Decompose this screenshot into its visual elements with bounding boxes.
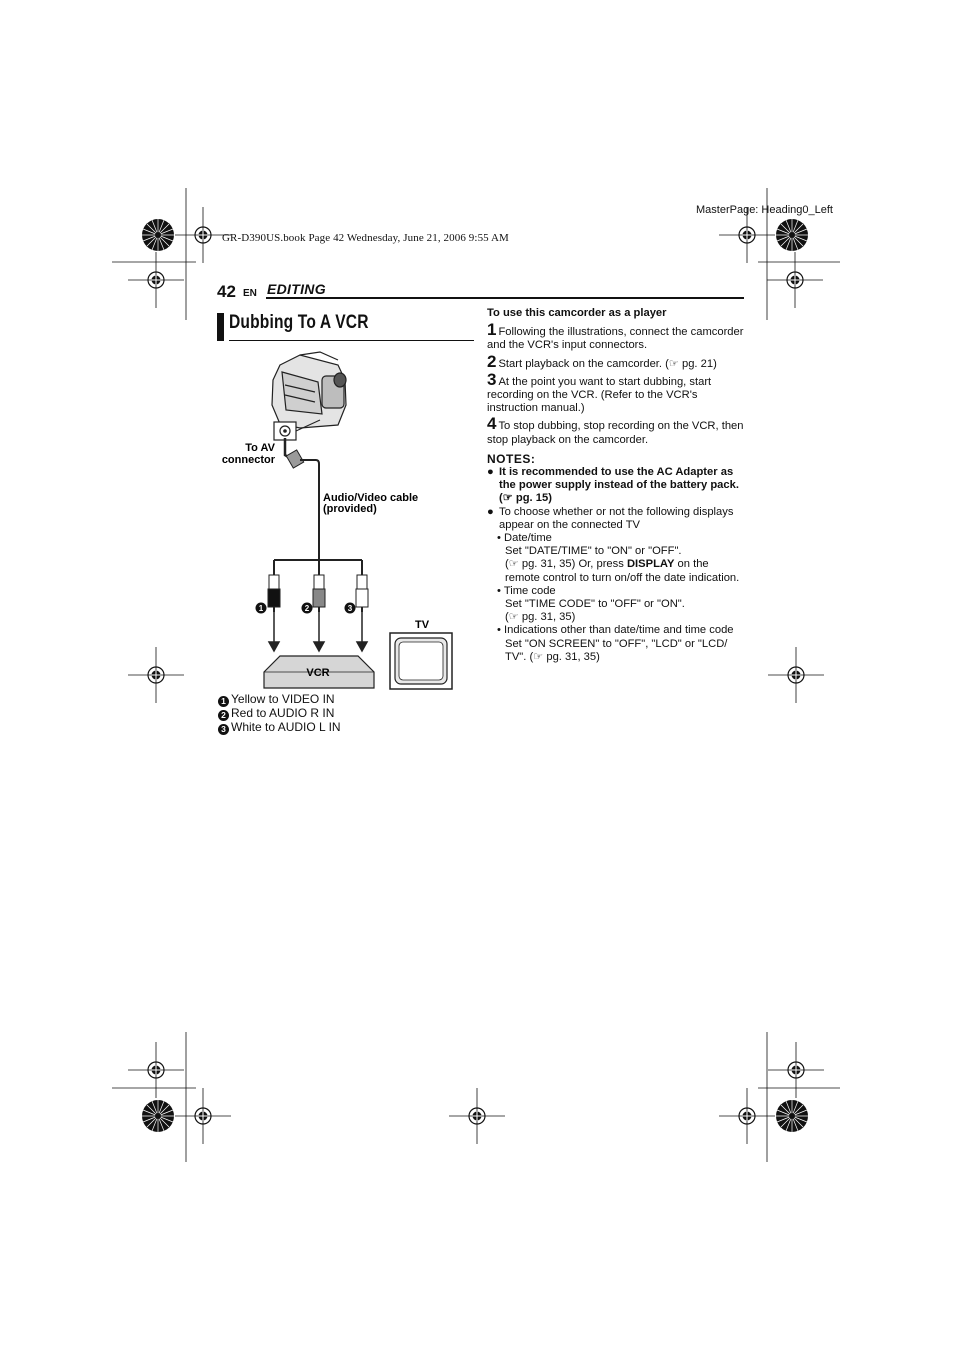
step-3 <box>487 369 745 416</box>
title-rule <box>229 340 474 341</box>
book-info-line: GR-D390US.book Page 42 Wednesday, June 21, 2006 9:55 AM <box>222 232 509 244</box>
registration-mark-icon <box>128 647 184 703</box>
legend-text: Yellow to VIDEO IN <box>231 692 335 706</box>
instructions-column <box>487 307 745 664</box>
legend-text: White to AUDIO L IN <box>231 720 341 734</box>
sub-item-title: • Date/time <box>497 532 552 545</box>
registration-mark-icon <box>449 1088 505 1144</box>
registration-mark-icon <box>768 1042 824 1098</box>
rca-plug-yellow <box>268 575 280 612</box>
legend-item <box>218 721 341 735</box>
section-title: EDITING <box>267 281 326 297</box>
page-number: 42 <box>217 282 236 301</box>
header-rule <box>266 297 744 299</box>
step-text: At the point you want to start dubbing, start recording on the VCR. (Refer to the VCR's instruction manual.) <box>487 375 712 415</box>
registration-mark-icon <box>767 252 823 308</box>
step-number: 1 <box>487 320 497 340</box>
page-language: EN <box>243 288 257 299</box>
masterpage-label: MasterPage: Heading0_Left <box>696 204 833 216</box>
plug-num-1: 1 <box>258 604 264 613</box>
sub-item-title: • Time code <box>497 584 556 597</box>
instructions-subhead: To use this camcorder as a player <box>487 307 667 319</box>
legend-number: 3 <box>218 724 229 735</box>
step-number: 3 <box>487 369 497 389</box>
note-item: ● It is recommended to use the AC Adapter as the power supply instead of the battery pack. (☞ pg. 15) <box>487 466 739 505</box>
sub-item-title: • Indications other than date/time and time code <box>497 624 734 637</box>
registration-mark-icon <box>175 1088 231 1144</box>
to-av-label-1: To AV <box>245 442 275 454</box>
registration-mark-icon <box>128 252 184 308</box>
rca-plug-red <box>313 575 325 612</box>
camcorder-illustration <box>272 352 346 428</box>
connection-diagram <box>205 345 475 700</box>
title-bar <box>217 313 224 341</box>
step-text: To stop dubbing, stop recording on the VCR, then stop playback on the camcorder. <box>487 420 744 446</box>
sub-item-text <box>487 558 745 584</box>
legend-item <box>218 707 341 721</box>
step-1 <box>487 320 745 352</box>
sub-item-text-part: (☞ pg. 31, 35) Or, press <box>505 558 627 571</box>
page-title: Dubbing To A VCR <box>229 312 369 333</box>
registration-mark-icon <box>768 647 824 703</box>
registration-star-icon <box>776 1100 808 1132</box>
notes-heading: NOTES: <box>487 451 536 466</box>
sub-item-text-part: on the remote control to turn on/off the date indication. <box>505 558 740 584</box>
to-av-label-2: connector <box>221 454 275 466</box>
plug-num-3: 3 <box>347 604 353 613</box>
sub-item-text: (☞ pg. 31, 35) <box>505 611 576 624</box>
tv-illustration <box>390 633 452 689</box>
legend-item <box>218 693 341 707</box>
connector-legend <box>218 693 341 735</box>
display-button-name: DISPLAY <box>626 558 675 571</box>
registration-mark-icon <box>128 1042 184 1098</box>
cable-label-1: Audio/Video cable <box>323 492 419 504</box>
registration-star-icon <box>142 1100 174 1132</box>
legend-number: 2 <box>218 710 229 721</box>
registration-star-icon <box>142 219 174 251</box>
legend-number: 1 <box>218 696 229 707</box>
step-number: 4 <box>487 414 497 434</box>
step-4 <box>487 414 745 446</box>
step-text: Start playback on the camcorder. (☞ pg. 21) <box>498 357 717 370</box>
rca-plug-white <box>356 575 368 612</box>
sub-item-text: Set "ON SCREEN" to "OFF", "LCD" or "LCD/ TV". (☞ pg. 31, 35) <box>505 637 728 663</box>
cable-label-2: (provided) <box>323 503 377 515</box>
legend-text: Red to AUDIO R IN <box>231 706 335 720</box>
note-text: To choose whether or not the following displays appear on the connected TV <box>499 505 734 531</box>
sub-item-text: Set "TIME CODE" to "OFF" or "ON". <box>505 598 685 611</box>
registration-star-icon <box>776 219 808 251</box>
plug-num-2: 2 <box>304 604 310 613</box>
tv-label: TV <box>414 619 430 631</box>
vcr-label: VCR <box>306 667 330 679</box>
note-text: It is recommended to use the AC Adapter as the power supply instead of the battery pack. (☞ pg. 15) <box>499 466 739 505</box>
step-text: Following the illustrations, connect the camcorder and the VCR's input connectors. <box>487 326 744 352</box>
step-2 <box>487 351 745 371</box>
sub-item-text: Set "DATE/TIME" to "ON" or "OFF". <box>505 545 682 558</box>
step-number: 2 <box>487 351 497 371</box>
note-item: ● To choose whether or not the following displays appear on the connected TV <box>487 505 734 531</box>
